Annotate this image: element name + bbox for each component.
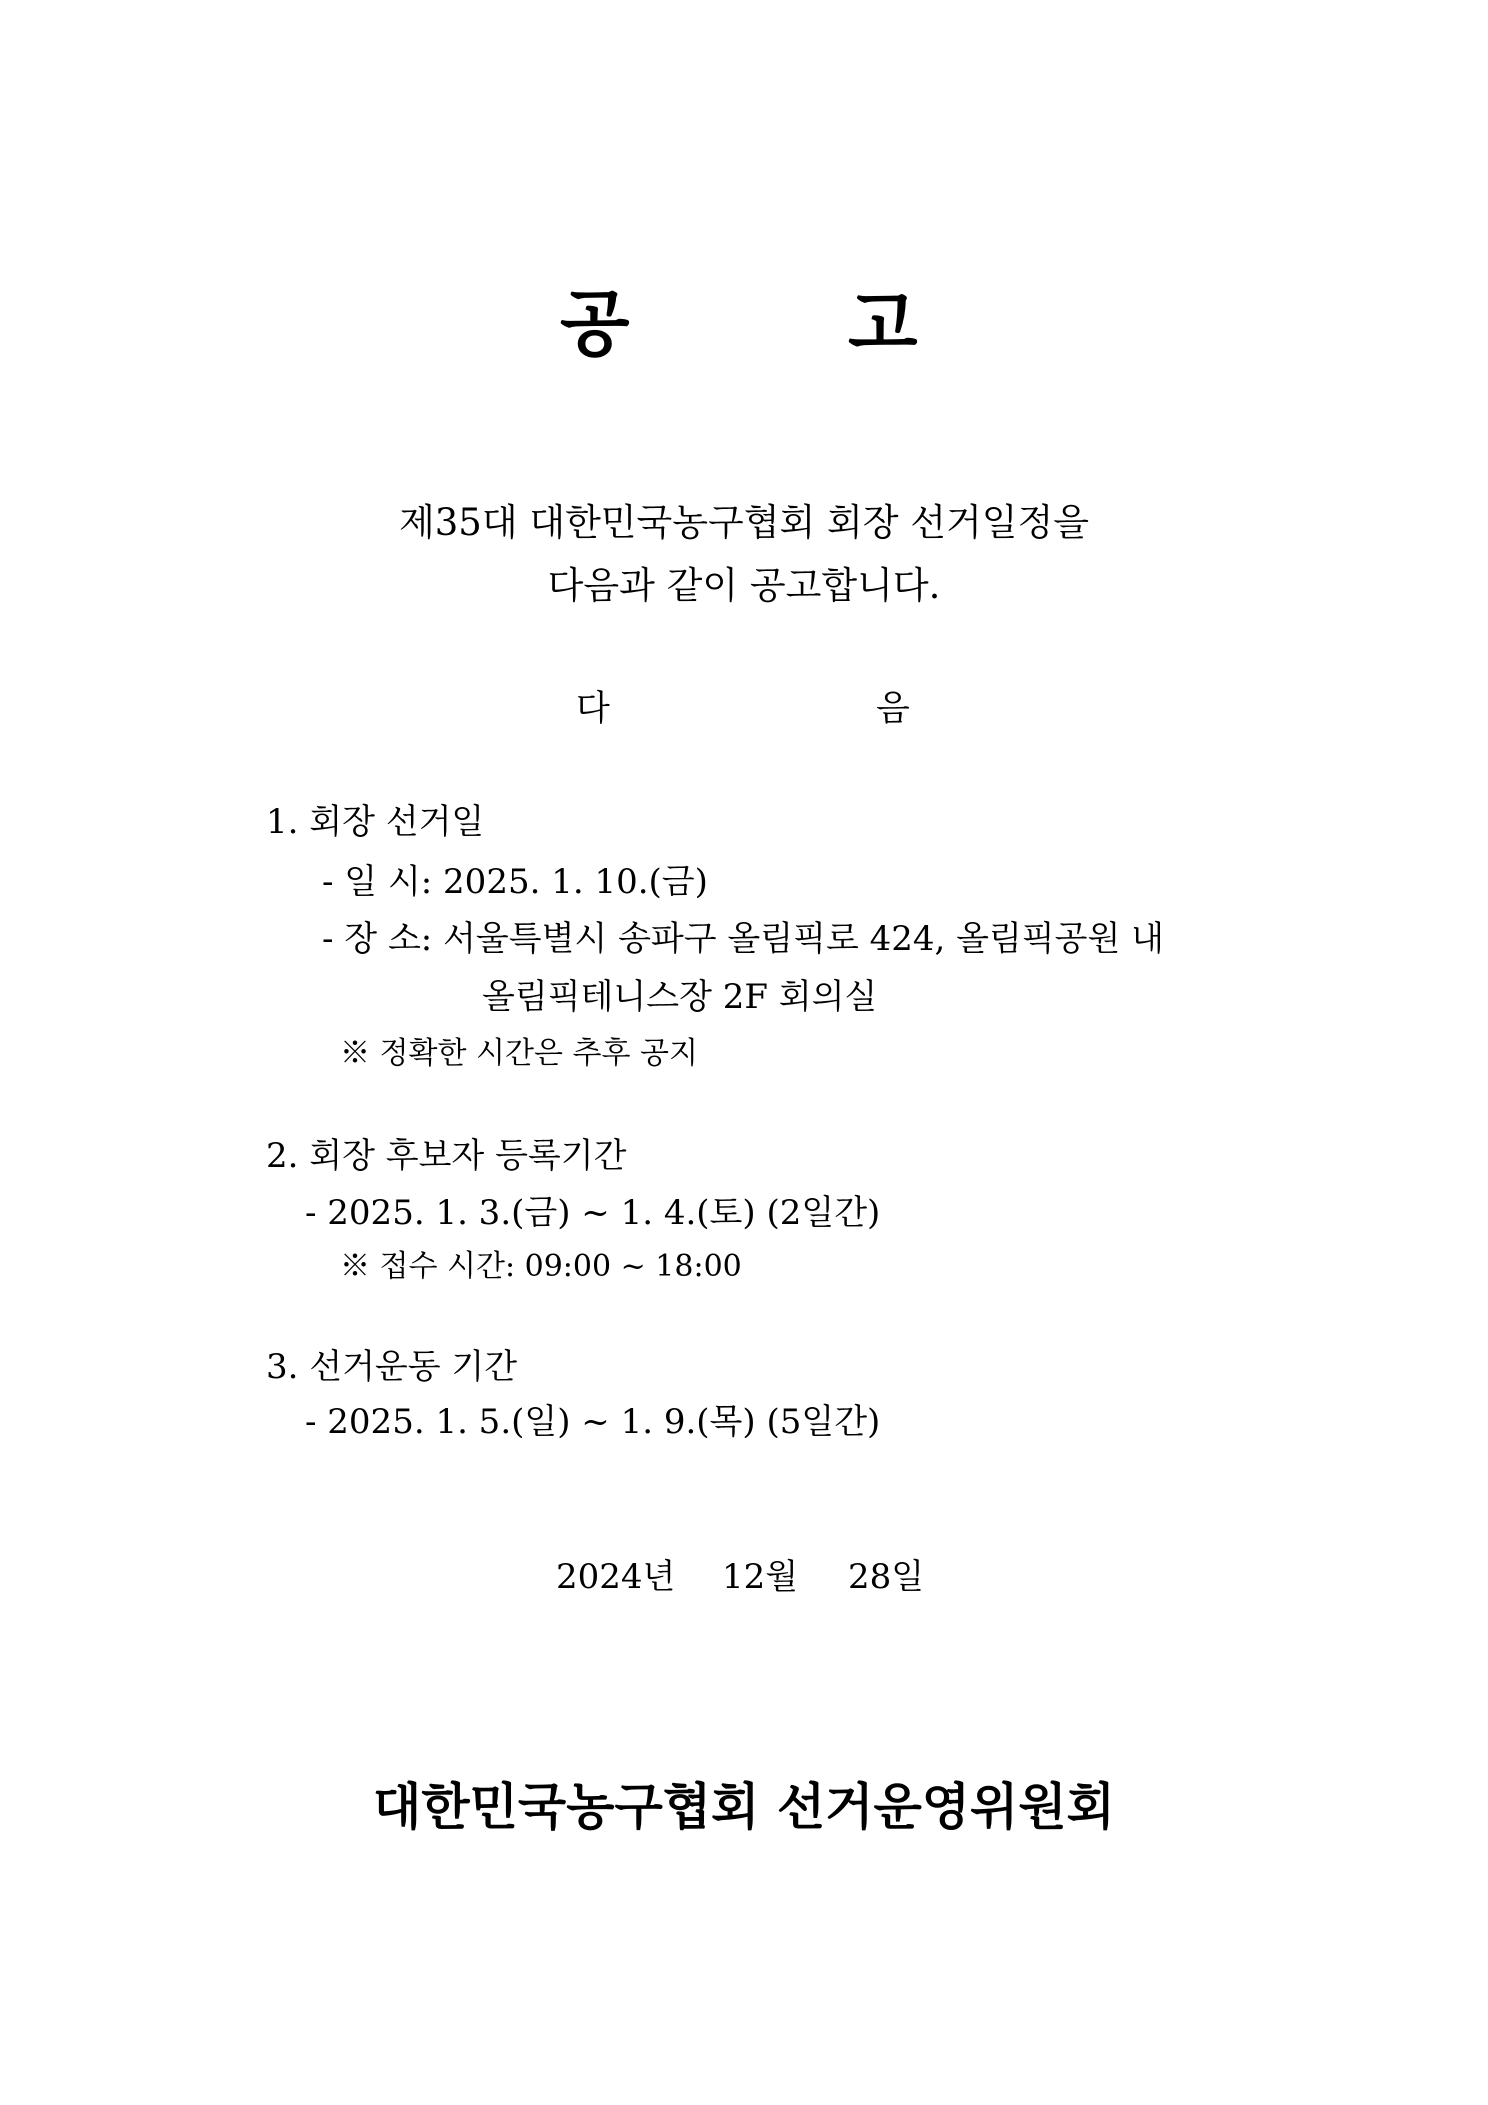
section-1-location-cont: 올림픽테니스장 2F 회의실 bbox=[482, 977, 878, 1017]
section-1-location: - 장 소: 서울특별시 송파구 올림픽로 424, 올림픽공원 내 bbox=[322, 919, 1164, 959]
section-2-note: ※ 접수 시간: 09:00 ~ 18:00 bbox=[340, 1249, 742, 1284]
page-title-right: 고 bbox=[848, 281, 918, 366]
section-2-period: - 2025. 1. 3.(금) ~ 1. 4.(토) (2일간) bbox=[305, 1193, 881, 1233]
date-day: 28일 bbox=[848, 1557, 925, 1597]
section-1-heading: 1. 회장 선거일 bbox=[266, 802, 485, 842]
section-3-period: - 2025. 1. 5.(일) ~ 1. 9.(목) (5일간) bbox=[305, 1402, 881, 1442]
section-2-heading: 2. 회장 후보자 등록기간 bbox=[266, 1136, 627, 1176]
intro-line-2: 다음과 같이 공고합니다. bbox=[547, 564, 941, 607]
date-year: 2024년 bbox=[556, 1557, 676, 1597]
page-title-left: 공 bbox=[560, 281, 630, 366]
date-month: 12월 bbox=[722, 1557, 799, 1597]
intro-line-1: 제35대 대한민국농구협회 회장 선거일정을 bbox=[399, 501, 1089, 544]
section-3-heading: 3. 선거운동 기간 bbox=[266, 1347, 518, 1387]
organization-name: 대한민국농구협회 선거운영위원회 bbox=[373, 1777, 1115, 1836]
daum-heading-right: 음 bbox=[876, 689, 910, 729]
section-1-note: ※ 정확한 시간은 추후 공지 bbox=[340, 1036, 698, 1071]
daum-heading-left: 다 bbox=[576, 689, 610, 729]
section-1-datetime: - 일 시: 2025. 1. 10.(금) bbox=[322, 862, 708, 902]
